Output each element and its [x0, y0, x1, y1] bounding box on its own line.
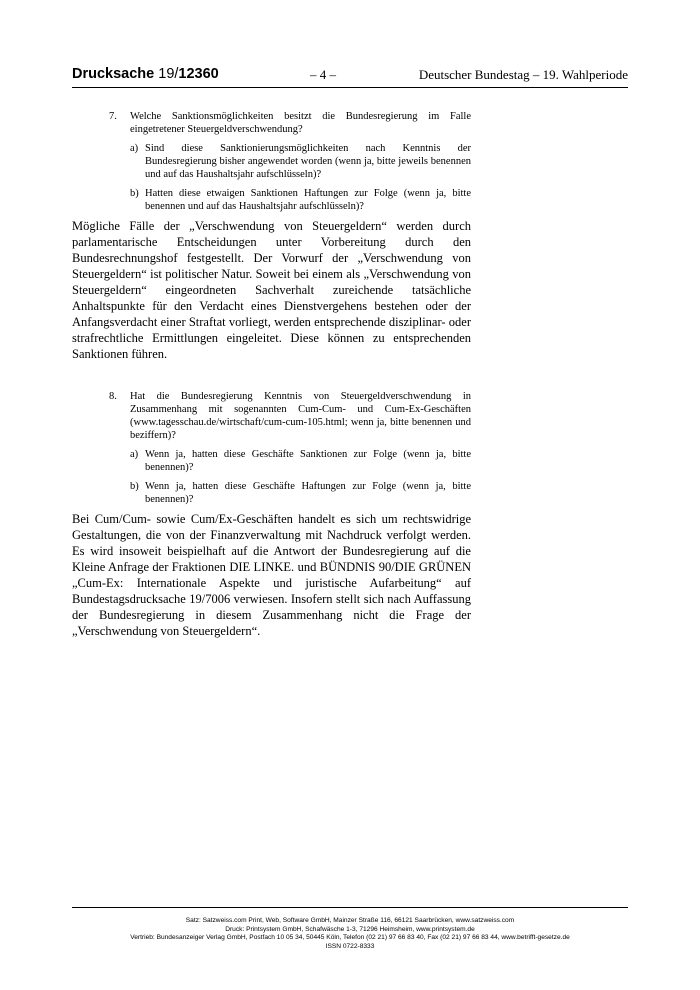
question-text: Welche Sanktionsmöglichkeiten besitzt die Bundesregierung im Falle eingetretener Steuergeldverschwendung?	[130, 111, 471, 135]
question-number: 8.	[109, 391, 117, 402]
doc-number: 12360	[178, 66, 219, 82]
sub-question-label: a)	[130, 449, 139, 460]
page-footer	[72, 917, 628, 951]
sub-question-label: b)	[130, 188, 139, 199]
question-number: 7.	[109, 111, 117, 122]
sub-question-text: Hatten diese etwaigen Sanktionen Haftungen zur Folge (wenn ja, bitte benennen und auf das Haushaltsjahr aufschlüsseln)?	[145, 188, 471, 212]
footer-distribution: Vertrieb: Bundesanzeiger Verlag GmbH, Postfach 10 05 34, 50445 Köln, Telefon (02 21) 97 66 83 40, Fax (02 21) 97 66 83 44, www.betrifft-gesetze.de	[130, 934, 570, 942]
sub-question-text: Wenn ja, hatten diese Geschäfte Sanktionen zur Folge (wenn ja, bitte benennen)?	[145, 449, 471, 473]
page-header	[72, 66, 628, 86]
sub-question-label: a)	[130, 143, 139, 154]
answer-7: Mögliche Fälle der „Verschwendung von Steuergeldern“ werden durch parlamentarische Entscheidungen unter Vorbereitung durch den Bundesrechnungshof festgestellt. Der Vorwurf der „Verschwendung von Steuergeldern“ ist politischer Natur. Soweit bei einem als „Verschwendung von Steuergeldern“ eingeordneten Sachverhalt zureichende tatsächliche Anhaltspunkte für den Verdacht eines Dienstvergehens bestehen oder der Anfangsverdacht einer Straftat vorliegt, werden entsprechende disziplinar- oder strafrechtliche Ermittlungen eingeleitet. Diese können zu entsprechenden Sanktionen führen.	[72, 219, 471, 361]
question-text: Hat die Bundesregierung Kenntnis von Steuergeldverschwendung in Zusammenhang mit sogenannten Cum-Cum- und Cum-Ex-Geschäften (www.tagesschau.de/wirtschaft/cum-cum-105.html; wenn ja, bitte benennen und beziffern)?	[130, 391, 471, 441]
question-8	[72, 390, 471, 442]
institution-label: Deutscher Bundestag – 19. Wahlperiode	[418, 67, 628, 82]
question-7	[72, 110, 471, 136]
footer-divider	[72, 907, 628, 908]
footer-typesetting: Satz: Satzweiss.com Print, Web, Software GmbH, Mainzer Straße 116, 66121 Saarbrücken, www.satzweiss.com	[185, 917, 515, 924]
question-7-sub-b	[130, 187, 471, 213]
sub-question-text: Wenn ja, hatten diese Geschäfte Haftungen zur Folge (wenn ja, bitte benennen)?	[145, 481, 471, 505]
answer-8: Bei Cum/Cum- sowie Cum/Ex-Geschäften handelt es sich um rechtswidrige Gestaltungen, die von der Finanzverwaltung mit Nachdruck verfolgt werden. Es wird insoweit beispielhaft auf die Antwort der Bundesregierung auf die Kleine Anfrage der Fraktionen DIE LINKE. und BÜNDNIS 90/DIE GRÜNEN „Cum-Ex: Internationale Aspekte und juristische Aufarbeitung“ auf Bundestagsdrucksache 19/7006 verwiesen. Insofern stellt sich nach Auffassung der Bundesregierung in diesem Zusammenhang nicht die Frage der „Verschwendung von Steuergeldern“.	[72, 512, 471, 638]
question-8-sub-a	[130, 448, 471, 474]
footer-issn: ISSN 0722-8333	[325, 942, 375, 950]
sub-question-text: Sind diese Sanktionierungsmöglichkeiten nach Kenntnis der Bundesregierung bisher angewendet worden (wenn ja, bitte jeweils benennen und auf das Haushaltsjahr aufschlüsseln)?	[145, 143, 471, 180]
document-id	[72, 66, 219, 82]
question-8-sub-b	[130, 480, 471, 506]
question-7-sub-a	[130, 142, 471, 181]
sub-question-label: b)	[130, 481, 139, 492]
footer-printing: Druck: Printsystem GmbH, Schafwäsche 1-3, 71296 Heimsheim, www.printsystem.de	[225, 925, 475, 933]
header-divider	[72, 87, 628, 88]
doc-label: Drucksache	[72, 66, 155, 82]
page-indicator: – 4 –	[310, 67, 336, 82]
doc-number-prefix: 19/	[158, 66, 179, 82]
page-content	[72, 110, 471, 639]
